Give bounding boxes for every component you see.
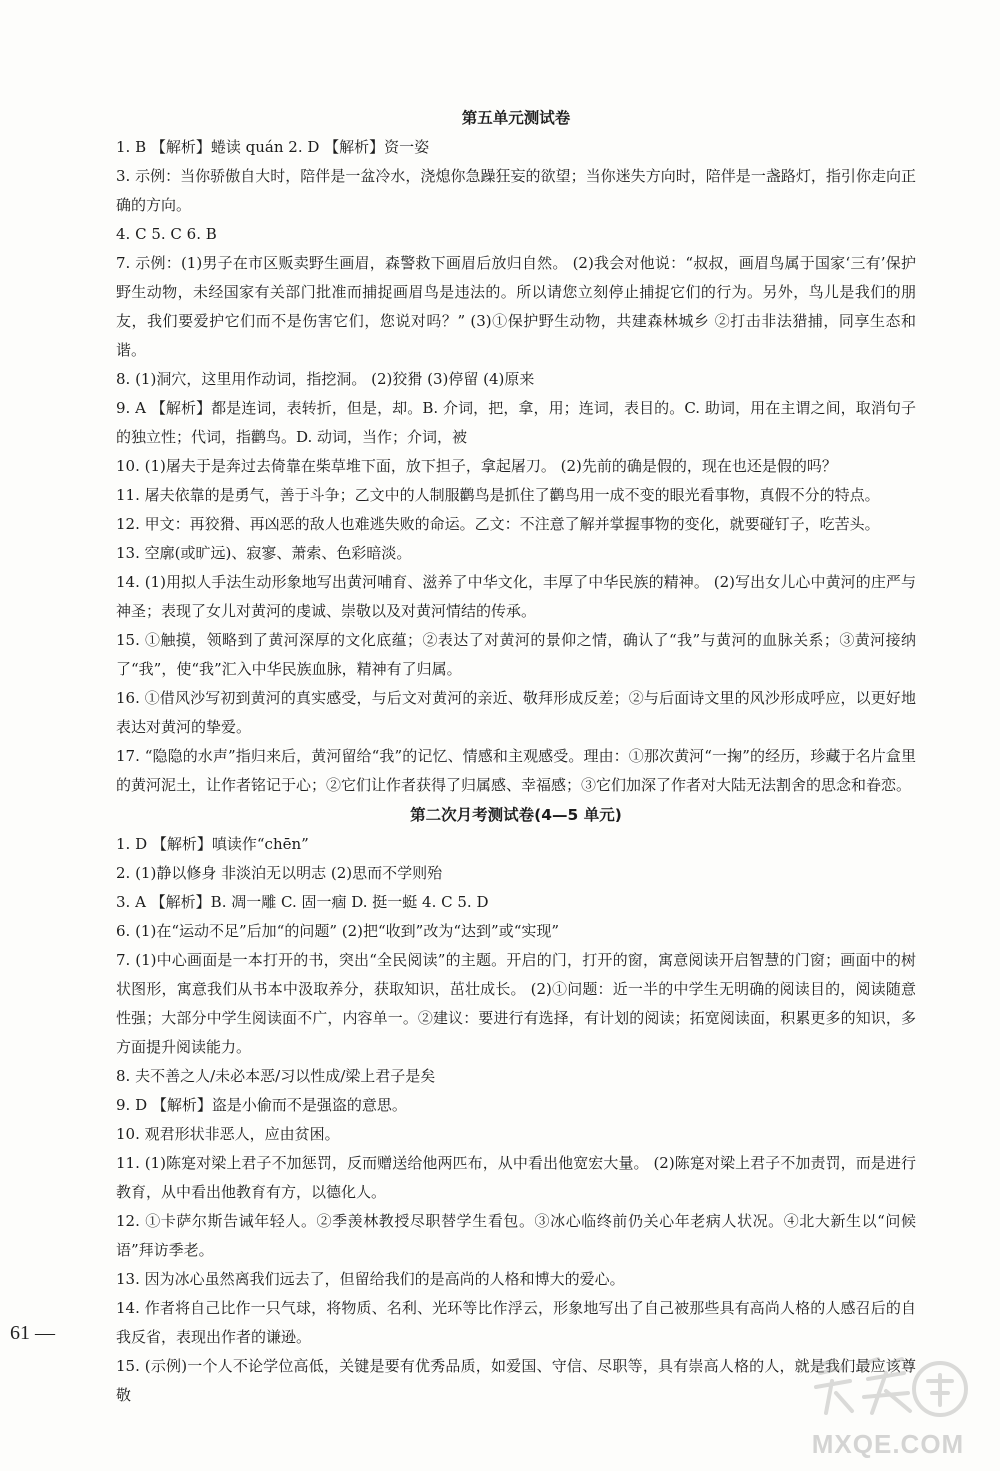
- answer-item: 8. 夫不善之人/未必本恶/习以性成/梁上君子是矣: [116, 1067, 436, 1085]
- monthly-test-answers: [116, 830, 916, 1410]
- answer-item: 11. (1)陈寔对梁上君子不加惩罚，反而赠送给他两匹布，从中看出他宽宏大量。 (2)陈寔对梁上君子不加责罚，而是进行教育，从中看出他教育有方，以德化人。: [116, 1154, 916, 1201]
- answer-item: 15. (示例)一个人不论学位高低，关键是要有优秀品质，如爱国、守信、尽职等，具有崇高人格的人，就是我们最应该尊敬: [116, 1357, 916, 1404]
- answer-item: 8. (1)洞穴，这里用作动词，指挖洞。 (2)狡猾 (3)停留 (4)原来: [116, 370, 535, 388]
- section-title-monthly-test: 第二次月考测试卷(4—5 单元): [410, 806, 622, 824]
- site-watermark: [788, 1353, 988, 1465]
- watermark-logo-icon: [806, 1353, 970, 1425]
- answer-item: 12. 甲文：再狡猾、再凶恶的敌人也难逃失败的命运。乙文：不注意了解并掌握事物的变化，就要碰钉子，吃苦头。: [116, 515, 880, 533]
- answer-item: 10. 观君形状非恶人，应由贫困。: [116, 1125, 340, 1143]
- answer-item: 6. (1)在“运动不足”后加“的问题” (2)把“收到”改为“达到”或“实现”: [116, 922, 560, 940]
- answer-item: 4. C 5. C 6. B: [116, 225, 217, 243]
- page-content: [116, 103, 916, 1410]
- answer-item: 7. 示例：(1)男子在市区贩卖野生画眉，森警救下画眉后放归自然。 (2)我会对他说：“叔叔，画眉鸟属于国家‘三有’保护野生动物，未经国家有关部门批准而捕捉画眉鸟是违法的。所以请您立刻停止捕捉它们的行为。另外，鸟儿是我们的朋友，我们要爱护它们而不是伤害它们，您说对吗？” (3)①保护野生动物，共建森林城乡 ②打击非法猎捕，同享生态和谐。: [116, 254, 916, 359]
- answer-item: 16. ①借风沙写初到黄河的真实感受，与后文对黄河的亲近、敬拜形成反差；②与后面诗文里的风沙形成呼应，以更好地表达对黄河的挚爱。: [116, 689, 916, 736]
- answer-item: 17. “隐隐的水声”指归来后，黄河留给“我”的记忆、情感和主观感受。理由：①那次黄河“一掬”的经历，珍藏于名片盒里的黄河泥土，让作者铭记于心；②它们让作者获得了归属感、幸福感；③它们加深了作者对大陆无法割舍的思念和眷恋。: [116, 747, 916, 794]
- answer-item: 2. (1)静以修身 非淡泊无以明志 (2)思而不学则殆: [116, 864, 443, 882]
- answer-item: 14. (1)用拟人手法生动形象地写出黄河哺育、滋养了中华文化，丰厚了中华民族的精神。 (2)写出女儿心中黄河的庄严与神圣；表现了女儿对黄河的虔诚、崇敬以及对黄河情结的传承。: [116, 573, 916, 620]
- answer-item: 11. 屠夫依靠的是勇气，善于斗争；乙文中的人制服鹳鸟是抓住了鹳鸟用一成不变的眼光看事物，真假不分的特点。: [116, 486, 880, 504]
- answer-item: 14. 作者将自己比作一只气球，将物质、名利、光环等比作浮云，形象地写出了自己被那些具有高尚人格的人感召后的自我反省，表现出作者的谦逊。: [116, 1299, 916, 1346]
- answer-item: 1. D 【解析】嗔读作“chēn”: [116, 835, 309, 853]
- answer-item: 13. 因为冰心虽然离我们远去了，但留给我们的是高尚的人格和博大的爱心。: [116, 1270, 625, 1288]
- answer-item: 15. ①触摸，领略到了黄河深厚的文化底蕴；②表达了对黄河的景仰之情，确认了“我”与黄河的血脉关系；③黄河接纳了“我”，使“我”汇入中华民族血脉，精神有了归属。: [116, 631, 916, 678]
- answer-item: 10. (1)屠夫于是奔过去倚靠在柴草堆下面，放下担子，拿起屠刀。 (2)先前的确是假的，现在也还是假的吗？: [116, 457, 837, 475]
- unit5-answers: [116, 133, 916, 800]
- answer-item: 3. 示例：当你骄傲自大时，陪伴是一盆冷水，浇熄你急躁狂妄的欲望；当你迷失方向时，陪伴是一盏路灯，指引你走向正确的方向。: [116, 167, 916, 214]
- section-title-unit5: 第五单元测试卷: [461, 109, 571, 127]
- answer-item: 1. B 【解析】蜷读 quán 2. D 【解析】资一姿: [116, 138, 430, 156]
- watermark-text: MXQE.COM: [811, 1429, 965, 1459]
- answer-item: 9. A 【解析】都是连词，表转折，但是，却。B. 介词，把，拿，用；连词，表目的。C. 助词，用在主谓之间，取消句子的独立性；代词，指鹳鸟。D. 动词，当作；介词，被: [116, 399, 916, 446]
- answer-item: 9. D 【解析】盗是小偷而不是强盗的意思。: [116, 1096, 407, 1114]
- answer-item: 7. (1)中心画面是一本打开的书，突出“全民阅读”的主题。开启的门，打开的窗，寓意阅读开启智慧的门窗；画面中的树状图形，寓意我们从书本中汲取养分，获取知识，茁壮成长。 (2)①问题：近一半的中学生无明确的阅读目的，阅读随意性强；大部分中学生阅读面不广，内容单一。②建议：要进行有选择，有计划的阅读；拓宽阅读面，积累更多的知识，多方面提升阅读能力。: [116, 951, 916, 1056]
- answer-item: 3. A 【解析】B. 凋一雕 C. 固一痼 D. 挺一蜓 4. C 5. D: [116, 893, 489, 911]
- answer-item: 12. ①卡萨尔斯告诫年轻人。②季羡林教授尽职替学生看包。③冰心临终前仍关心年老病人状况。④北大新生以“问候语”拜访季老。: [116, 1212, 916, 1259]
- answer-item: 13. 空廓(或旷远)、寂寥、萧索、色彩暗淡。: [116, 544, 412, 562]
- page-number: 61 —: [10, 1322, 55, 1344]
